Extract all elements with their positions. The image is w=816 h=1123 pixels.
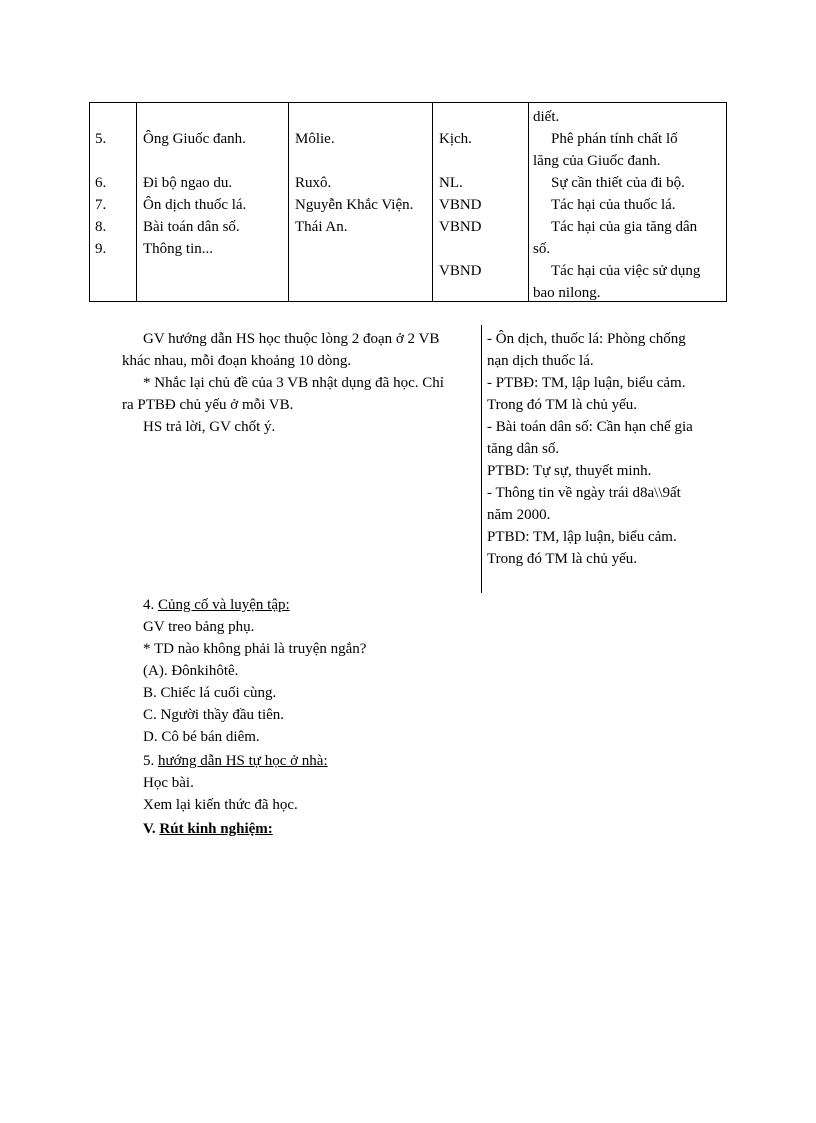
teacher-activity-line: GV hướng dẫn HS học thuộc lòng 2 đoạn ở 2 VB [143,331,440,347]
homework-line: Xem lại kiến thức đã học. [143,797,298,813]
content-line: lăng của Giuốc đanh. [533,153,661,169]
row-number: 7. [95,197,107,213]
row-number: 9. [95,241,107,257]
table-col-divider [528,103,529,301]
row-genre: VBND [439,197,482,213]
homework-line: Học bài. [143,775,194,791]
row-genre: Kịch. [439,131,472,147]
row-author: Nguyễn Khắc Viện. [295,197,414,213]
row-author: Môlie. [295,131,335,147]
row-author: Thái An. [295,219,348,235]
teacher-activity-line: * Nhắc lại chủ đề của 3 VB nhật dụng đã học. Chỉ [143,375,444,391]
row-genre: VBND [439,263,482,279]
content-note-line: nạn dịch thuốc lá. [487,353,594,369]
row-number: 5. [95,131,107,147]
row-title: Bài toán dân số. [143,219,240,235]
teacher-activity-line: HS trả lời, GV chốt ý. [143,419,276,435]
row-number: 8. [95,219,107,235]
row-genre: NL. [439,175,463,191]
content-line: Phê phán tính chất lố [551,131,678,147]
content-note-line: Trong đó TM là chủ yếu. [487,551,637,567]
row-title: Đi bộ ngao du. [143,175,233,191]
row-author: Ruxô. [295,175,332,191]
row-title: Thông tin... [143,241,213,257]
content-line: số. [533,241,551,257]
row-genre: VBND [439,219,482,235]
content-line: Tác hại của thuốc lá. [551,197,676,213]
content-line: diết. [533,109,560,125]
section-number: 5. [143,753,155,769]
row-number: 6. [95,175,107,191]
exercise-line: * TD nào không phải là truyện ngắn? [143,641,367,657]
content-line: bao nilong. [533,285,601,301]
exercise-line: GV treo bảng phụ. [143,619,255,635]
content-line: Tác hại của gia tăng dân [551,219,698,235]
section-title: hướng dẫn HS tự học ở nhà: [158,753,328,769]
section-number: 4. [143,597,155,613]
section-v-heading [143,818,273,840]
section-number: V. [143,821,156,837]
content-note-line: - Ôn dịch, thuốc lá: Phòng chống [487,331,686,347]
content-note-line: Trong đó TM là chủ yếu. [487,397,637,413]
content-note-line: - Thông tin về ngày trái d8a\\9ất [487,485,681,501]
content-line: Sự cần thiết của đi bộ. [551,175,685,191]
table-col-divider [288,103,289,301]
answer-option: D. Cô bé bán diêm. [143,729,260,745]
section-5-heading [143,750,328,772]
table-col-divider [136,103,137,301]
section-title: Củng cố và luyện tập: [158,597,290,613]
content-note-line: PTBD: TM, lập luận, biểu cảm. [487,529,677,545]
content-note-line: - Bài toán dân số: Cần hạn chế gia [487,419,693,435]
teacher-activity-line: khác nhau, mỗi đoạn khoảng 10 dòng. [122,353,352,369]
section-title: Rút kinh nghiệm: [159,821,273,837]
row-title: Ôn dịch thuốc lá. [143,197,247,213]
answer-option: (A). Đônkihôtê. [143,663,239,679]
content-note-line: tăng dân số. [487,441,560,457]
answer-option: B. Chiếc lá cuối cùng. [143,685,277,701]
content-line: Tác hại của việc sử dụng [551,263,701,279]
answer-option: C. Người thầy đầu tiên. [143,707,285,723]
content-note-line: năm 2000. [487,507,551,523]
content-note-line: PTBD: Tự sự, thuyết minh. [487,463,652,479]
content-note-line: - PTBĐ: TM, lập luận, biểu cảm. [487,375,686,391]
column-divider [481,325,482,593]
row-title: Ông Giuốc đanh. [143,131,246,147]
table-col-divider [432,103,433,301]
teacher-activity-line: ra PTBĐ chủ yếu ở mỗi VB. [122,397,294,413]
section-4-heading [143,594,290,616]
